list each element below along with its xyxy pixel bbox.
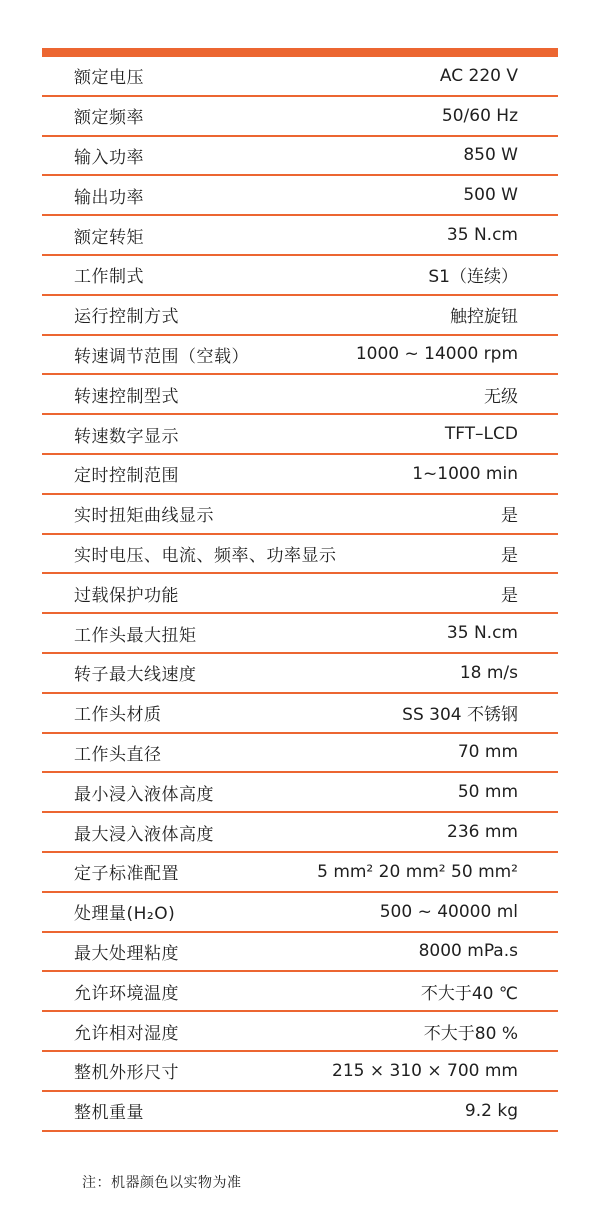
- spec-label: 过载保护功能: [74, 585, 179, 606]
- spec-label: 定时控制范围: [74, 466, 179, 487]
- spec-row: [42, 893, 558, 933]
- spec-label: 额定频率: [74, 108, 144, 129]
- spec-label: 运行控制方式: [74, 307, 179, 328]
- spec-label: 工作头最大扭矩: [74, 625, 197, 646]
- spec-row: [42, 1012, 558, 1052]
- spec-row: [42, 336, 558, 376]
- spec-row: [42, 972, 558, 1012]
- spec-row: [42, 614, 558, 654]
- spec-row: [42, 375, 558, 415]
- spec-row: [42, 535, 558, 575]
- spec-value: 1000 ~ 14000 rpm: [355, 344, 518, 365]
- spec-label: 工作制式: [74, 267, 144, 288]
- spec-row: [42, 296, 558, 336]
- spec-value: 是: [501, 506, 518, 527]
- spec-label: 整机外形尺寸: [74, 1063, 179, 1084]
- spec-value: 35 N.cm: [446, 623, 518, 644]
- spec-value: 8000 mPa.s: [418, 941, 518, 962]
- spec-row: [42, 773, 558, 813]
- spec-value: 18 m/s: [459, 662, 518, 683]
- spec-value: 70 mm: [457, 742, 518, 763]
- spec-label: 额定转矩: [74, 227, 144, 248]
- spec-value: 500 ~ 40000 ml: [379, 901, 518, 922]
- spec-value: 不大于40 ℃: [420, 983, 518, 1004]
- spec-row: [42, 256, 558, 296]
- spec-label: 定子标准配置: [74, 864, 179, 885]
- spec-label: 转子最大线速度: [74, 665, 197, 686]
- spec-value: AC 220 V: [439, 65, 518, 86]
- spec-value: 9.2 kg: [464, 1100, 518, 1121]
- spec-label: 转速控制型式: [74, 386, 179, 407]
- spec-label: 最大处理粘度: [74, 943, 179, 964]
- spec-row: [42, 813, 558, 853]
- spec-value: S1（连续）: [428, 267, 518, 288]
- spec-row: [42, 574, 558, 614]
- spec-value: 850 W: [463, 145, 518, 166]
- spec-value: 触控旋钮: [450, 307, 518, 328]
- spec-label: 允许相对湿度: [74, 1023, 179, 1044]
- spec-row: [42, 216, 558, 256]
- spec-label: 输出功率: [74, 187, 144, 208]
- spec-label: 处理量(H₂O): [74, 904, 176, 925]
- top-accent-bar: [42, 48, 558, 57]
- spec-value: 35 N.cm: [446, 225, 518, 246]
- spec-row: [42, 654, 558, 694]
- spec-row: [42, 57, 558, 97]
- spec-row: [42, 137, 558, 177]
- spec-label: 实时电压、电流、频率、功率显示: [74, 545, 337, 566]
- spec-label: 工作头直径: [74, 744, 162, 765]
- spec-value: 50 mm: [457, 782, 518, 803]
- spec-label: 转速调节范围（空载）: [74, 346, 249, 367]
- spec-row: [42, 853, 558, 893]
- spec-row: [42, 734, 558, 774]
- spec-label: 实时扭矩曲线显示: [74, 506, 214, 527]
- spec-row: [42, 495, 558, 535]
- spec-row: [42, 97, 558, 137]
- spec-value: 236 mm: [447, 822, 518, 843]
- spec-label: 最大浸入液体高度: [74, 824, 214, 845]
- spec-table: [42, 57, 558, 1132]
- spec-row: [42, 415, 558, 455]
- spec-label: 工作头材质: [74, 705, 162, 726]
- spec-value: 是: [501, 585, 518, 606]
- spec-value: 50/60 Hz: [441, 105, 518, 126]
- spec-label: 输入功率: [74, 147, 144, 168]
- spec-label: 整机重量: [74, 1103, 144, 1124]
- spec-label: 转速数字显示: [74, 426, 179, 447]
- spec-label: 允许环境温度: [74, 983, 179, 1004]
- spec-value: 1~1000 min: [412, 463, 518, 484]
- spec-row: [42, 1052, 558, 1092]
- spec-value: 500 W: [463, 185, 518, 206]
- spec-row: [42, 455, 558, 495]
- spec-label: 最小浸入液体高度: [74, 784, 214, 805]
- spec-row: [42, 933, 558, 973]
- spec-label: 额定电压: [74, 68, 144, 89]
- spec-value: 是: [501, 545, 518, 566]
- spec-value: 5 mm² 20 mm² 50 mm²: [317, 861, 518, 882]
- spec-value: SS 304 不锈钢: [402, 705, 518, 726]
- spec-value: 无级: [484, 386, 518, 407]
- spec-value: 215 × 310 × 700 mm: [332, 1060, 518, 1081]
- spec-row: [42, 176, 558, 216]
- footnote: 注：机器颜色以实物为准: [82, 1175, 242, 1191]
- spec-row: [42, 1092, 558, 1132]
- spec-row: [42, 694, 558, 734]
- spec-value: TFT–LCD: [444, 424, 518, 445]
- spec-value: 不大于80 %: [423, 1023, 518, 1044]
